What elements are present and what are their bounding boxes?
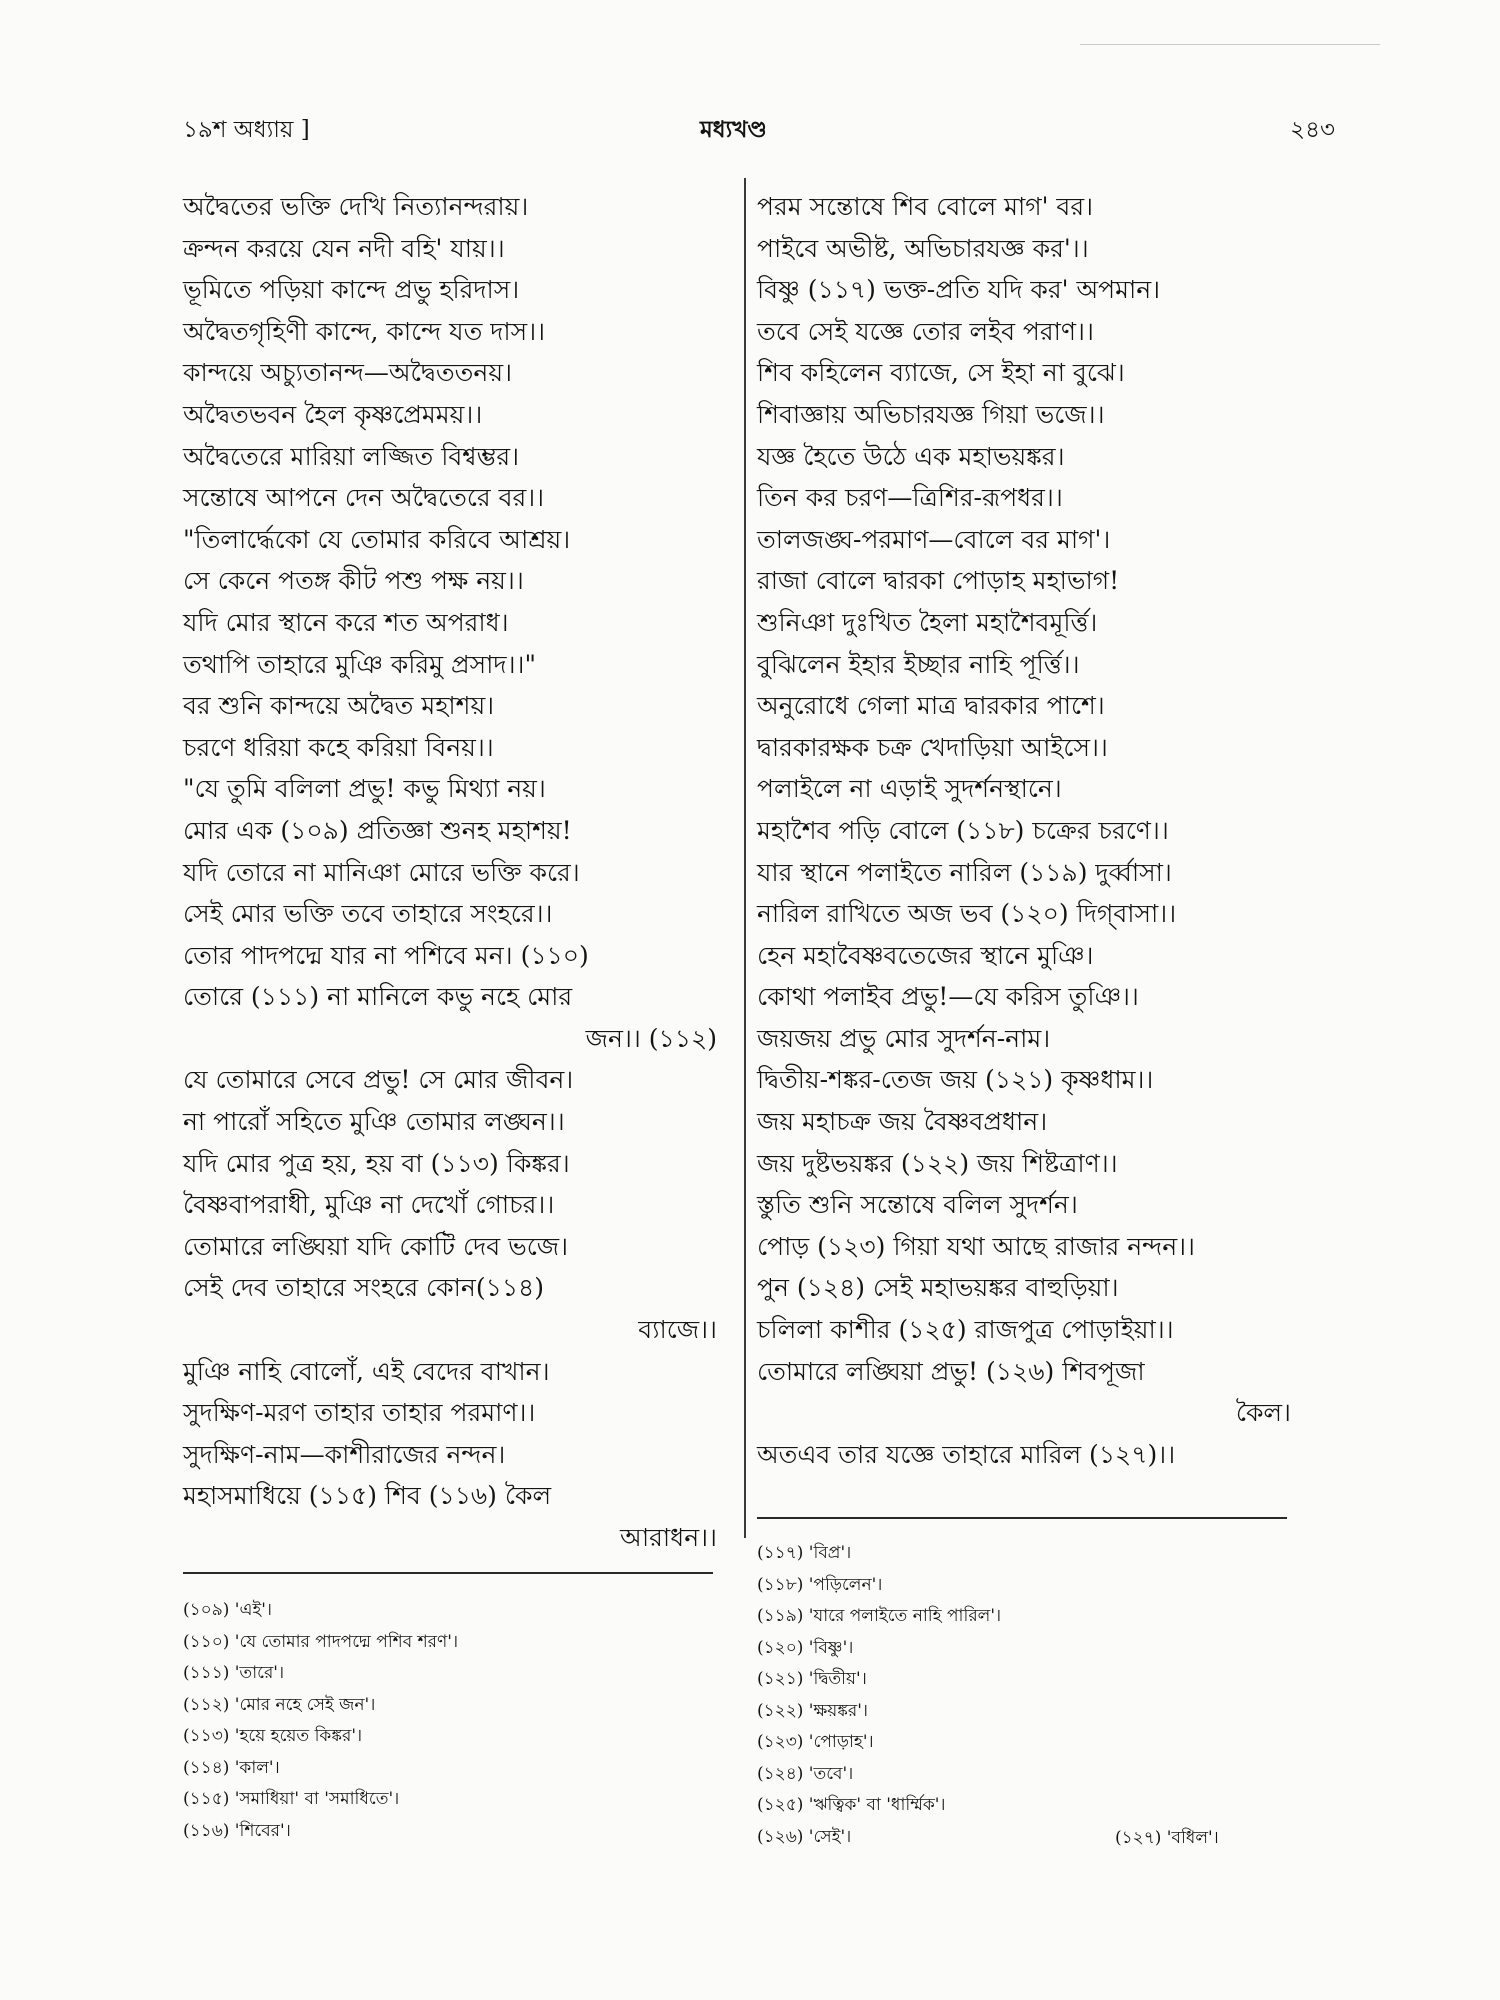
verse-line: তবে সেই যজ্ঞে তোর লইব পরাণ।। (757, 316, 1094, 346)
footnote-127: (১২৭) 'বধিল'। (1115, 1828, 1219, 1848)
verse-line: তোরে (১১১) না মানিলে কভু নহে মোর (183, 982, 573, 1012)
verse-line: মহাসমাধিয়ে (১১৫) শিব (১১৬) কৈল (183, 1481, 552, 1511)
footnote: (১১৩) 'হয়ে হয়েত কিঙ্কর'। (183, 1726, 363, 1746)
verse-line: যার স্থানে পলাইতে নারিল (১১৯) দুর্ব্বাসা। (757, 857, 1172, 887)
verse-line: বর শুনি কান্দয়ে অদ্বৈত মহাশয়। (183, 691, 495, 721)
right-footnote-rule (757, 1517, 1287, 1519)
verse-line: শিব কহিলেন ব্যাজে, সে ইহা না বুঝে। (757, 358, 1125, 388)
verse-line: তথাপি তাহারে মুঞি করিমু প্রসাদ।।" (183, 649, 536, 679)
footnote: (১১২) 'মোর নহে সেই জন'। (183, 1694, 376, 1715)
verse-line: অনুরোধে গেলা মাত্র দ্বারকার পাশে। (757, 691, 1105, 721)
verse-line: যে তোমারে সেবে প্রভু! সে মোর জীবন। (183, 1065, 574, 1095)
top-edge-rule (1080, 44, 1380, 45)
verse-line: তোমারে লঙ্ঘিয়া প্রভু! (১২৬) শিবপূজা (757, 1356, 1145, 1386)
footnote: (১১৯) 'যারে পলাইতে নাহি পারিল'। (757, 1606, 1002, 1626)
footnote: (১১৬) 'শিবের'। (183, 1820, 291, 1841)
page-number: ২৪৩ (1290, 117, 1335, 143)
verse-line-continuation: ব্যাজে।। (638, 1315, 717, 1345)
verse-line: বিষ্ণু (১১৭) ভক্ত-প্রতি যদি কর' অপমান। (757, 275, 1161, 305)
verse-line: নারিল রাখিতে অজ ভব (১২০) দিগ্‌বাসা।। (757, 899, 1177, 929)
verse-line: মহাশৈব পড়ি বোলে (১১৮) চক্রের চরণে।। (757, 815, 1169, 845)
verse-line: স্তুতি শুনি সন্তোষে বলিল সুদর্শন। (757, 1190, 1078, 1220)
verse-line: শুনিঞা দুঃখিত হৈলা মহাশৈবমূর্ত্তি। (757, 607, 1098, 637)
left-verse-column (183, 186, 723, 1559)
verse-line: চরণে ধরিয়া কহে করিয়া বিনয়।। (183, 732, 494, 762)
verse-line: অদ্বৈতগৃহিণী কান্দে, কান্দে যত দাস।। (183, 316, 546, 346)
verse-line: "তিলার্দ্ধেকো যে তোমার করিবে আশ্রয়। (183, 524, 571, 554)
verse-line: বুঝিলেন ইহার ইচ্ছার নাহি পূর্ত্তি।। (757, 649, 1080, 679)
verse-line: যদি মোর স্থানে করে শত অপরাধ। (183, 607, 509, 637)
footnote: (১১১) 'তারে'। (183, 1663, 285, 1683)
chapter-heading: ১৯শ অধ্যায় ] (183, 117, 310, 143)
verse-line: অদ্বৈতের ভক্তি দেখি নিত্যানন্দরায়। (183, 192, 529, 221)
verse-line: পরম সন্তোষে শিব বোলে মাগ' বর। (757, 192, 1094, 221)
footnote: (১২৫) 'ঋত্বিক' বা 'ধার্ম্মিক'। (757, 1795, 946, 1815)
verse-line: সেই দেব তাহারে সংহরে কোন(১১৪) (183, 1273, 545, 1303)
verse-line: মোর এক (১০৯) প্রতিজ্ঞা শুনহ মহাশয়! (183, 815, 572, 845)
verse-line: চলিলা কাশীর (১২৫) রাজপুত্র পোড়াইয়া।। (757, 1315, 1174, 1345)
verse-line: হেন মহাবৈষ্ণবতেজের স্থানে মুঞি। (757, 940, 1094, 970)
verse-line: সুদক্ষিণ-মরণ তাহার তাহার পরমাণ।। (183, 1398, 536, 1428)
verse-line: শিবাজ্ঞায় অভিচারযজ্ঞ গিয়া ভজে।। (757, 399, 1105, 429)
verse-line-continuation: জন।। (১১২) (585, 1023, 717, 1053)
verse-line: পলাইলে না এড়াই সুদর্শনস্থানে। (757, 774, 1062, 804)
footnote: (১২৬) 'সেই'। (757, 1826, 852, 1847)
verse-line: তালজঙ্ঘ-পরমাণ—বোলে বর মাগ'। (757, 524, 1111, 554)
footnote: (১২০) 'বিষ্ণু'। (757, 1637, 854, 1658)
verse-line: রাজা বোলে দ্বারকা পোড়াহ মহাভাগ! (757, 566, 1120, 596)
verse-line: বৈষ্ণবাপরাধী, মুঞি না দেখোঁ গোচর।। (183, 1190, 555, 1220)
left-footnote-rule (183, 1572, 713, 1574)
verse-line: কান্দয়ে অচ্যুতানন্দ—অদ্বৈততনয়। (183, 358, 513, 388)
verse-line: সেই মোর ভক্তি তবে তাহারে সংহরে।। (183, 899, 553, 929)
verse-line: "যে তুমি বলিলা প্রভু! কভু মিথ্যা নয়। (183, 774, 546, 804)
footnote: (১২২) 'ক্ষয়ঙ্কর'। (757, 1700, 869, 1721)
footnote: (১১৫) 'সমাধিয়া' বা 'সমাধিতে'। (183, 1789, 400, 1809)
verse-line: সুদক্ষিণ-নাম—কাশীরাজের নন্দন। (183, 1439, 506, 1469)
footnote: (১১৪) 'কাল'। (183, 1757, 280, 1778)
footnote: (১০৯) 'এই'। (183, 1600, 272, 1620)
verse-line: পুন (১২৪) সেই মহাভয়ঙ্কর বাহুড়িয়া। (757, 1273, 1119, 1303)
verse-line: অদ্বৈতভবন হৈল কৃষ্ণপ্রেমময়।। (183, 399, 483, 429)
verse-line: না পারোঁ সহিতে মুঞি তোমার লঙ্ঘন।। (183, 1107, 565, 1137)
verse-line: সন্তোষে আপনে দেন অদ্বৈতেরে বর।। (183, 483, 545, 513)
verse-line: জয় দুষ্টভয়ঙ্কর (১২২) জয় শিষ্টত্রাণ।। (757, 1148, 1118, 1178)
verse-line: অদ্বৈতেরে মারিয়া লজ্জিত বিশ্বম্ভর। (183, 441, 520, 471)
verse-line: ভূমিতে পড়িয়া কান্দে প্রভু হরিদাস। (183, 275, 520, 305)
verse-line: দ্বিতীয়-শঙ্কর-তেজ জয় (১২১) কৃষ্ণধাম।। (757, 1065, 1154, 1095)
section-title: মধ্যখণ্ড (700, 116, 767, 143)
footnote: (১১৮) 'পড়িলেন'। (757, 1574, 883, 1595)
verse-line: যদি মোর পুত্র হয়, হয় বা (১১৩) কিঙ্কর। (183, 1148, 570, 1178)
verse-line: তিন কর চরণ—ত্রিশির-রূপধর।। (757, 483, 1063, 513)
footnote: (১২১) 'দ্বিতীয়'। (757, 1669, 867, 1689)
footnote: (১১০) 'যে তোমার পাদপদ্মে পশিব শরণ'। (183, 1631, 459, 1652)
left-footnotes (183, 1595, 723, 1847)
verse-line: মুঞি নাহি বোলোঁ, এই বেদের বাখান। (183, 1356, 550, 1386)
verse-line-continuation: কৈল। (1235, 1398, 1291, 1428)
column-divider (744, 178, 746, 1538)
verse-line: দ্বারকারক্ষক চক্র খেদাড়িয়া আইসে।। (757, 732, 1108, 762)
right-footnotes (757, 1538, 1297, 1853)
verse-line: পাইবে অভীষ্ট, অভিচারযজ্ঞ কর'।। (757, 233, 1089, 263)
verse-line: যদি তোরে না মানিঞা মোরে ভক্তি করে। (183, 857, 580, 887)
verse-line-continuation: আরাধন।। (620, 1523, 717, 1552)
verse-line: যজ্ঞ হৈতে উঠে এক মহাভয়ঙ্কর। (757, 441, 1065, 471)
verse-line: সে কেনে পতঙ্গ কীট পশু পক্ষ নয়।। (183, 566, 524, 596)
footnote: (১২৪) 'তবে'। (757, 1763, 854, 1784)
verse-line: তোমারে লঙ্ঘিয়া যদি কোটি দেব ভজে। (183, 1231, 569, 1261)
verse-line: তোর পাদপদ্মে যার না পশিবে মন। (১১০) (183, 940, 589, 970)
verse-line: ক্রন্দন করয়ে যেন নদী বহি' যায়।। (183, 233, 505, 263)
verse-line: অতএব তার যজ্ঞে তাহারে মারিল (১২৭)।। (757, 1439, 1176, 1469)
footnote: (১১৭) 'বিপ্র'। (757, 1543, 852, 1563)
right-verse-column (757, 186, 1297, 1475)
verse-line: পোড় (১২৩) গিয়া যথা আছে রাজার নন্দন।। (757, 1231, 1195, 1261)
footnote: (১২৩) 'পোড়াহ'। (757, 1732, 874, 1752)
verse-line: জয় মহাচক্র জয় বৈষ্ণবপ্রধান। (757, 1107, 1048, 1137)
verse-line: কোথা পলাইব প্রভু!—যে করিস তুঞি।। (757, 982, 1139, 1012)
verse-line: জয়জয় প্রভু মোর সুদর্শন-নাম। (757, 1023, 1051, 1053)
